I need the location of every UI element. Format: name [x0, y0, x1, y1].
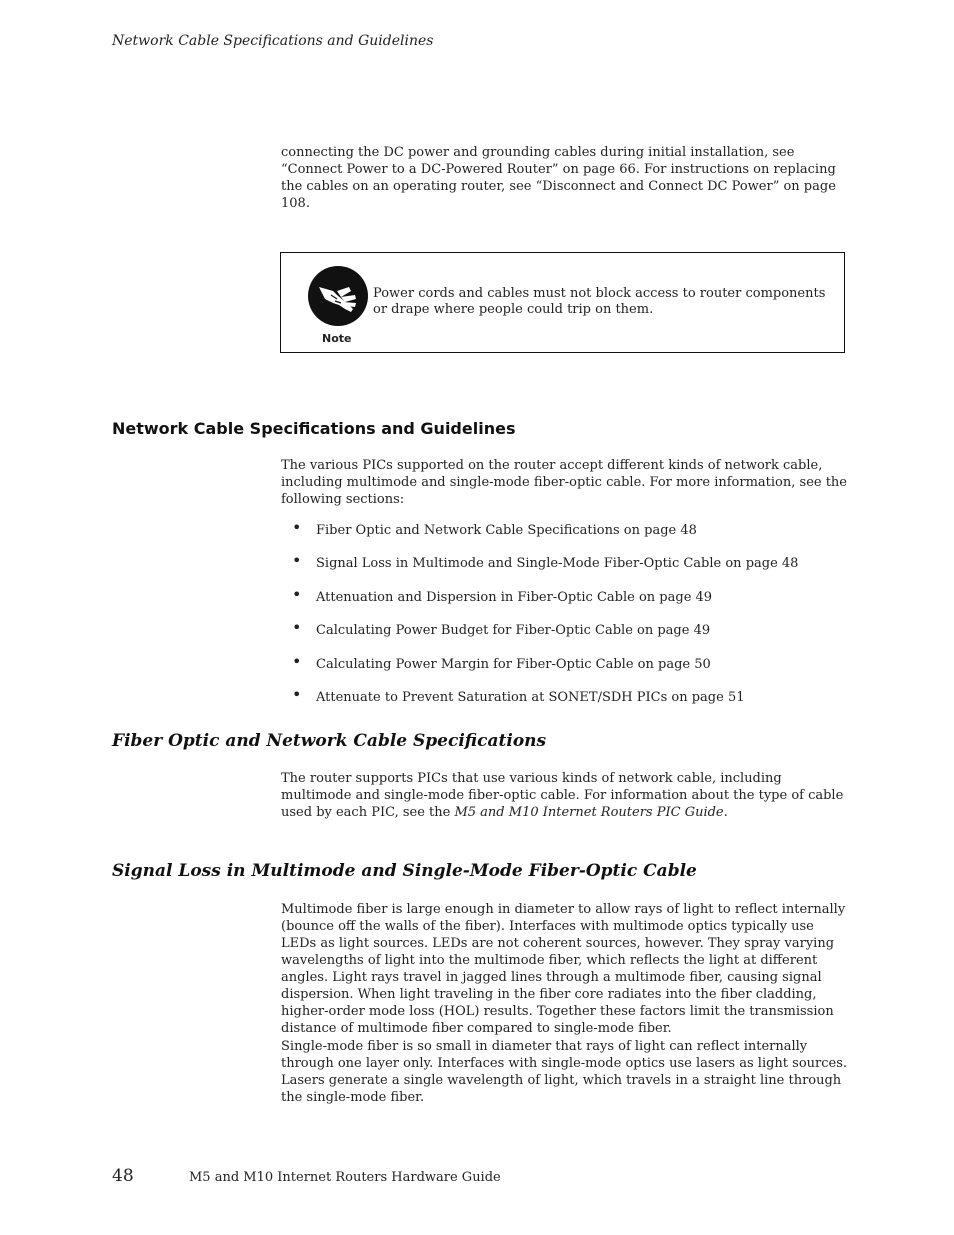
list-item — [281, 618, 798, 655]
bullet-icon: • — [292, 684, 302, 704]
list-item — [281, 584, 798, 622]
note-box — [280, 252, 845, 353]
list-item-text: Attenuation and Dispersion in Fiber-Optic Cable on page 49 — [316, 589, 713, 605]
single-mode-paragraph: Single-mode fiber is so small in diameter that rays of light can reflect internally through one layer only. Interfaces with single-mode optics use lasers as light sources. Lasers generate a single wavelength of light, which travels in a straight line through the single-mode fiber. — [281, 1039, 848, 1105]
intro-paragraph: connecting the DC power and grounding cables during initial installation, see “Connect Power to a DC-Powered Router” on page 66. For instructions on replacing the cables on an operating router, see “Disconnect and Connect DC Power” on page 108. — [281, 145, 836, 211]
bullet-icon: • — [292, 651, 302, 671]
list-item-text: Fiber Optic and Network Cable Specifications on page 48 — [316, 523, 697, 538]
fiber-specs-end: . — [723, 805, 728, 820]
list-item — [281, 684, 798, 722]
list-item-text: Calculating Power Margin for Fiber-Optic Cable on page 50 — [316, 656, 711, 672]
page-number: 48 — [112, 1166, 134, 1186]
fiber-specs-paragraph — [281, 770, 847, 821]
section-link-list — [281, 518, 799, 722]
list-item — [281, 551, 799, 588]
list-item — [281, 651, 798, 689]
footer-book-title: M5 and M10 Internet Routers Hardware Guide — [189, 1170, 501, 1185]
list-item-text: Calculating Power Budget for Fiber-Optic Cable on page 49 — [316, 623, 711, 639]
bullet-icon: • — [292, 551, 302, 571]
list-item — [281, 518, 798, 555]
fiber-specs-text: The router supports PICs that use various kinds of network cable, including multimode and single-mode fiber-optic cable. For information about the type of cable used by each PIC, see the — [281, 771, 844, 820]
note-label: Note — [322, 332, 352, 345]
list-item-text: Attenuate to Prevent Saturation at SONET/SDH PICs on page 51 — [316, 689, 745, 705]
multimode-paragraph: Multimode fiber is large enough in diameter to allow rays of light to reflect internally (bounce off the walls of the fiber). Interfaces with multimode optics typically use LEDs as light sources. LEDs are not coherent sources, however. They spray varying wavelengths of light into the multimode fiber, which reflects the light at different angles. Light rays travel in jagged lines through a multimode fiber, causing signal dispersion. When light traveling in the fiber core radiates into the fiber cladding, higher-order mode loss (HOL) results. Together these factors limit the transmission distance of multimode fiber compared to single-mode fiber. — [281, 902, 846, 1036]
pic-guide-title: M5 and M10 Internet Routers PIC Guide — [454, 805, 724, 820]
signal-loss-heading: Signal Loss in Multimode and Single-Mode Fiber-Optic Cable — [112, 861, 697, 881]
section-heading: Network Cable Specifications and Guidelines — [112, 419, 516, 438]
hand-note-icon — [307, 265, 369, 327]
running-header: Network Cable Specifications and Guidelines — [112, 33, 434, 49]
fiber-specs-heading: Fiber Optic and Network Cable Specifications — [112, 731, 547, 751]
bullet-icon: • — [292, 618, 302, 638]
section-intro-paragraph: The various PICs supported on the router accept different kinds of network cable, including multimode and single-mode fiber-optic cable. For more information, see the following sections: — [281, 458, 848, 507]
note-text: Power cords and cables must not block access to router components or drape where people could trip on them. — [373, 286, 826, 317]
bullet-icon: • — [292, 584, 302, 604]
bullet-icon: • — [292, 518, 302, 537]
list-item-text: Signal Loss in Multimode and Single-Mode Fiber-Optic Cable on page 48 — [316, 556, 799, 572]
